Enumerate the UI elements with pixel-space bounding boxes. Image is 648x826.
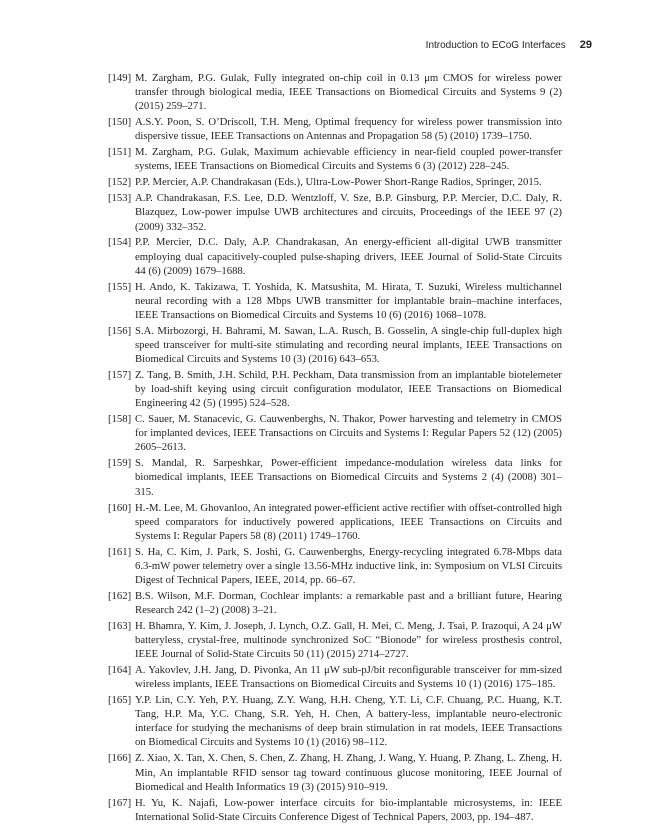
reference-text: S.A. Mirbozorgi, H. Bahrami, M. Sawan, L.A. Rusch, B. Gosselin, A single-chip full-duplex high speed transceiver for multi-site stimulating and recording neural implants, IEEE Transactions on Biomedical Circuits and Systems 10 (3) (2016) 643–653.: [135, 324, 562, 366]
reference-number: [149]: [108, 72, 132, 84]
reference-text: A.P. Chandrakasan, F.S. Lee, D.D. Wentzloff, V. Sze, B.P. Ginsburg, P.P. Mercier, D.C. Daly, R. Blazquez, Low-power impulse UWB architectures and circuits, Proceedings of the IEEE 97 (2) (2009) 332–352.: [135, 192, 562, 233]
running-header: [426, 39, 592, 51]
reference-number: [162]: [108, 589, 132, 602]
reference-number: [154]: [108, 236, 132, 249]
reference-number: [151]: [108, 146, 132, 159]
reference-number: [155]: [108, 280, 132, 293]
reference-text: H. Bhamra, Y. Kim, J. Joseph, J. Lynch, O.Z. Gall, H. Mei, C. Meng, J. Tsai, P. Irazoqui, A 24 μW batteryless, crystal-free, multinode synchronized SoC “Bionode” for wireless prosthesis control, IEEE Journal of Solid-State Circuits 50 (11) (2015) 2714–2727.: [135, 619, 562, 661]
reference-text: H. Ando, K. Takizawa, T. Yoshida, K. Matsushita, M. Hirata, T. Suzuki, Wireless multichannel neural recording with a 128 Mbps UWB transmitter for implantable brain–machine interfaces, IEEE Transactions on Biomedical Circuits and Systems 10 (6) (2016) 1068–1078.: [135, 280, 562, 321]
reference-item: [108, 71, 562, 113]
reference-item: [108, 235, 562, 277]
reference-text: H. Yu, K. Najafi, Low-power interface circuits for bio-implantable microsystems, in: IEEE International Solid-State Circuits Conference Digest of Technical Papers, 2003, pp. 194–487.: [135, 796, 562, 823]
reference-text: S. Ha, C. Kim, J. Park, S. Joshi, G. Cauwenberghs, Energy-recycling integrated 6.78-Mbps data 6.3-mW power telemetry over a single 13.56-MHz inductive link, in: Symposium on VLSI Circuits Digest of Technical Papers, IEEE, 2014, pp. 66–67.: [135, 545, 562, 586]
reference-item: [108, 115, 562, 143]
reference-number: [152]: [108, 176, 132, 189]
reference-text: A. Yakovlev, J.H. Jang, D. Pivonka, An 11 μW sub-pJ/bit reconfigurable transceiver for mm-sized wireless implants, IEEE Transactions on Biomedical Circuits and Systems 10 (1) (2016) 175–185.: [135, 664, 562, 691]
reference-number: [161]: [108, 545, 132, 558]
header-title: Introduction to ECoG Interfaces: [425, 40, 566, 51]
reference-text: Z. Xiao, X. Tan, X. Chen, S. Chen, Z. Zhang, H. Zhang, J. Wang, Y. Huang, P. Zhang, L. Zheng, H. Min, An implantable RFID sensor tag toward continuous glucose monitoring, IEEE Journal of Biomedical and Health Informatics 19 (3) (2015) 910–919.: [135, 752, 562, 793]
page-number: 29: [579, 39, 592, 51]
reference-item: [108, 619, 562, 661]
reference-number: [164]: [108, 664, 132, 677]
reference-item: [108, 501, 562, 543]
reference-number: [163]: [108, 619, 132, 632]
reference-number: [156]: [108, 324, 132, 337]
reference-item: [108, 280, 562, 322]
reference-text: C. Sauer, M. Stanacevic, G. Cauwenberghs, N. Thakor, Power harvesting and telemetry in CMOS for implanted devices, IEEE Transactions on Circuits and Systems I: Regular Papers 52 (12) (2005) 2605–2613.: [135, 413, 562, 454]
reference-number: [157]: [108, 369, 132, 381]
reference-item: [108, 663, 562, 691]
reference-text: Y.P. Lin, C.Y. Yeh, P.Y. Huang, Z.Y. Wang, H.H. Cheng, Y.T. Li, C.F. Chuang, P.C. Huang, K.T. Tang, H.P. Ma, Y.C. Chang, S.R. Yeh, H. Chen, A battery-less, implantable neuro-electronic interface for studying the mechanisms of deep brain stimulation in rat models, IEEE Transactions on Biomedical Circuits and Systems 10 (1) (2016) 98–112.: [135, 694, 562, 749]
reference-item: [108, 191, 562, 233]
reference-number: [160]: [108, 501, 132, 514]
reference-item: [108, 368, 562, 410]
reference-item: [108, 145, 562, 173]
reference-text: M. Zargham, P.G. Gulak, Fully integrated on-chip coil in 0.13 μm CMOS for wireless power transfer through biological media, IEEE Transactions on Biomedical Circuits and Systems 9 (2) (2015) 259–271.: [135, 72, 562, 113]
reference-text: H.-M. Lee, M. Ghovanloo, An integrated power-efficient active rectifier with offset-controlled high speed comparators for inductively powered applications, IEEE Transactions on Circuits and Systems I: Regular Papers 58 (8) (2011) 1749–1760.: [135, 501, 562, 542]
reference-text: M. Zargham, P.G. Gulak, Maximum achievable efficiency in near-field coupled power-transfer systems, IEEE Transactions on Biomedical Circuits and Systems 6 (3) (2012) 228–245.: [135, 146, 562, 173]
reference-text: S. Mandal, R. Sarpeshkar, Power-efficient impedance-modulation wireless data links for biomedical implants, IEEE Transactions on Biomedical Circuits and Systems 2 (4) (2008) 301–315.: [135, 457, 562, 498]
reference-item: [108, 693, 562, 749]
reference-text: P.P. Mercier, D.C. Daly, A.P. Chandrakasan, An energy-efficient all-digital UWB transmitter employing dual capacitively-coupled pulse-shaping drivers, IEEE Journal of Solid-State Circuits 44 (6) (2009) 1679–1688.: [135, 236, 562, 277]
reference-text: Z. Tang, B. Smith, J.H. Schild, P.H. Peckham, Data transmission from an implantable biotelemeter by load-shift keying using circuit configuration modulator, IEEE Transactions on Biomedical Engineering 42 (5) (1995) 524–528.: [135, 369, 562, 410]
reference-number: [166]: [108, 752, 132, 765]
reference-number: [150]: [108, 116, 132, 129]
reference-text: B.S. Wilson, M.F. Dorman, Cochlear implants: a remarkable past and a brilliant future, Hearing Research 242 (1–2) (2008) 3–21.: [135, 589, 562, 616]
reference-item: [108, 456, 562, 498]
reference-number: [165]: [108, 694, 132, 707]
reference-item: [108, 751, 562, 793]
reference-item: [108, 324, 562, 366]
reference-item: [108, 175, 562, 189]
reference-item: [108, 589, 562, 617]
reference-list: [108, 71, 562, 826]
reference-number: [153]: [108, 192, 132, 205]
reference-item: [108, 545, 562, 587]
reference-text: P.P. Mercier, A.P. Chandrakasan (Eds.), Ultra-Low-Power Short-Range Radios, Springer, 2015.: [135, 176, 542, 189]
reference-number: [158]: [108, 413, 132, 426]
reference-item: [108, 412, 562, 454]
reference-number: [167]: [108, 796, 132, 809]
reference-number: [159]: [108, 457, 132, 470]
reference-text: A.S.Y. Poon, S. O’Driscoll, T.H. Meng, Optimal frequency for wireless power transmission into dispersive tissue, IEEE Transactions on Antennas and Propagation 58 (5) (2010) 1739–1750.: [135, 116, 562, 143]
